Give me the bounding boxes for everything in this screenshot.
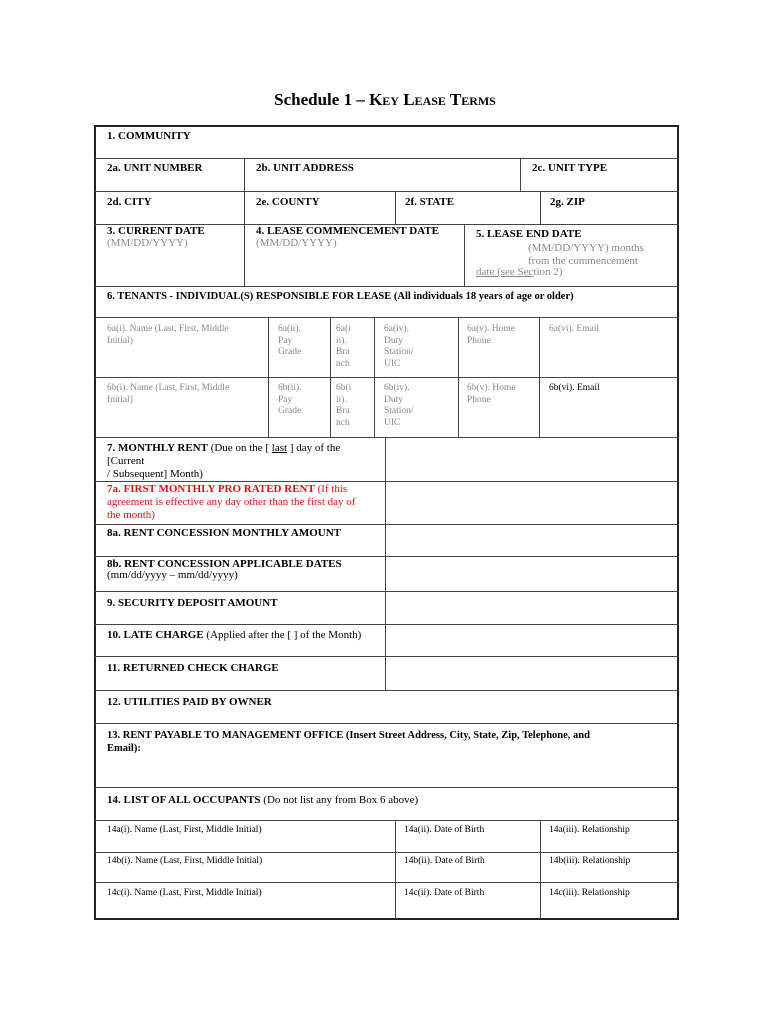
occupant-b-name-label: 14b(i). Name (Last, First, Middle Initial) — [107, 856, 263, 866]
unit-type-label: 2c. UNIT TYPE — [532, 162, 608, 174]
col-divider — [395, 191, 396, 224]
row-divider — [95, 820, 679, 821]
col-divider — [540, 820, 541, 919]
pro-rated-rent-label: 7a. FIRST MONTHLY PRO RATED RENT (If this agreement is effective any day other than the first day of the month) — [107, 483, 356, 521]
row-divider — [95, 286, 679, 287]
row-divider — [95, 191, 679, 192]
row-divider — [95, 481, 679, 482]
unit-number-label: 2a. UNIT NUMBER — [107, 162, 203, 174]
col-divider — [520, 158, 521, 191]
row-divider — [95, 377, 679, 378]
tenant-2-phone-label: 6b(v). Home Phone — [467, 383, 516, 405]
row-divider — [95, 556, 679, 557]
security-deposit-label: 9. SECURITY DEPOSIT AMOUNT — [107, 597, 278, 609]
col-divider — [268, 317, 269, 437]
occupant-a-name-label: 14a(i). Name (Last, First, Middle Initial) — [107, 825, 262, 835]
county-label: 2e. COUNTY — [256, 196, 320, 208]
current-date-hint: (MM/DD/YYYY) — [107, 237, 188, 249]
tenant-1-duty-station-label: 6a(iv). Duty Station/ UIC — [384, 324, 414, 369]
col-divider — [330, 317, 331, 437]
row-divider — [95, 317, 679, 318]
community-label: 1. COMMUNITY — [107, 130, 191, 142]
late-charge-label: 10. LATE CHARGE (Applied after the [ ] of the Month) — [107, 629, 362, 641]
tenant-2-pay-grade-label: 6b(ii). Pay Grade — [278, 383, 302, 416]
current-date-label: 3. CURRENT DATE — [107, 225, 205, 237]
occupants-heading: 14. LIST OF ALL OCCUPANTS (Do not list any from Box 6 above) — [107, 794, 419, 806]
row-divider — [95, 437, 679, 438]
zip-label: 2g. ZIP — [550, 196, 585, 208]
state-label: 2f. STATE — [405, 196, 455, 208]
lease-end-hint-3: date (see Section 2) — [476, 266, 563, 278]
rent-concession-amount-label: 8a. RENT CONCESSION MONTHLY AMOUNT — [107, 527, 341, 539]
rent-concession-dates-hint: (mm/dd/yyyy – mm/dd/yyyy) — [107, 569, 238, 581]
tenant-1-pay-grade-label: 6a(ii). Pay Grade — [278, 324, 302, 357]
row-divider — [95, 787, 679, 788]
occupant-c-relationship-label: 14c(iii). Relationship — [549, 888, 630, 898]
rent-payable-label: 13. RENT PAYABLE TO MANAGEMENT OFFICE (Insert Street Address, City, State, Zip, Telephone, and Email): — [107, 730, 590, 754]
row-divider — [95, 690, 679, 691]
tenant-1-branch-label: 6a(i ii). Bra nch — [336, 324, 351, 369]
occupant-a-dob-label: 14a(ii). Date of Birth — [404, 825, 485, 835]
tenant-1-phone-label: 6a(v). Home Phone — [467, 324, 516, 346]
col-divider — [458, 317, 459, 437]
row-divider — [95, 158, 679, 159]
lease-end-hint-1: (MM/DD/YYYY) months — [528, 242, 644, 254]
page-title: Schedule 1 – Key Lease Terms — [274, 90, 496, 109]
col-divider — [464, 224, 465, 286]
row-divider — [95, 852, 679, 853]
row-divider — [95, 591, 679, 592]
col-divider — [244, 158, 245, 286]
city-label: 2d. CITY — [107, 196, 152, 208]
tenant-2-name-label: 6b(i). Name (Last, First, Middle Initial) — [107, 383, 230, 405]
commencement-date-hint: (MM/DD/YYYY) — [256, 237, 337, 249]
tenant-2-duty-station-label: 6b(iv). Duty Station/ UIC — [384, 383, 414, 428]
tenant-1-email-label: 6a(vi). Email — [549, 324, 600, 334]
tenant-2-branch-label: 6b(i ii). Bra nch — [336, 383, 352, 428]
commencement-date-label: 4. LEASE COMMENCEMENT DATE — [256, 225, 439, 237]
tenant-2-email-label: 6b(vi). Email — [549, 383, 600, 393]
col-divider — [374, 317, 375, 437]
rent-concession-dates-label: 8b. RENT CONCESSION APPLICABLE DATES — [107, 558, 342, 570]
tenant-1-name-label: 6a(i). Name (Last, First, Middle Initial) — [107, 324, 229, 346]
occupant-c-dob-label: 14c(ii). Date of Birth — [404, 888, 485, 898]
tenants-heading: 6. TENANTS - INDIVIDUAL(S) RESPONSIBLE FOR LEASE (All individuals 18 years of age or older) — [107, 291, 574, 302]
lease-end-date-label: 5. LEASE END DATE — [476, 228, 582, 240]
row-divider — [95, 882, 679, 883]
col-divider — [540, 191, 541, 224]
occupant-c-name-label: 14c(i). Name (Last, First, Middle Initial) — [107, 888, 262, 898]
unit-address-label: 2b. UNIT ADDRESS — [256, 162, 354, 174]
monthly-rent-label: 7. MONTHLY RENT (Due on the [ last ] day of the [Current / Subsequent] Month) — [107, 442, 341, 480]
col-divider — [539, 317, 540, 437]
utilities-label: 12. UTILITIES PAID BY OWNER — [107, 696, 272, 708]
occupant-b-relationship-label: 14b(iii). Relationship — [549, 856, 631, 866]
lease-end-hint-2: from the commencement — [528, 255, 638, 267]
row-divider — [95, 723, 679, 724]
occupant-b-dob-label: 14b(ii). Date of Birth — [404, 856, 485, 866]
row-divider — [95, 624, 679, 625]
row-divider — [95, 656, 679, 657]
col-divider — [385, 437, 386, 690]
occupant-a-relationship-label: 14a(iii). Relationship — [549, 825, 630, 835]
returned-check-charge-label: 11. RETURNED CHECK CHARGE — [107, 662, 279, 674]
row-divider — [95, 524, 679, 525]
col-divider — [395, 820, 396, 919]
